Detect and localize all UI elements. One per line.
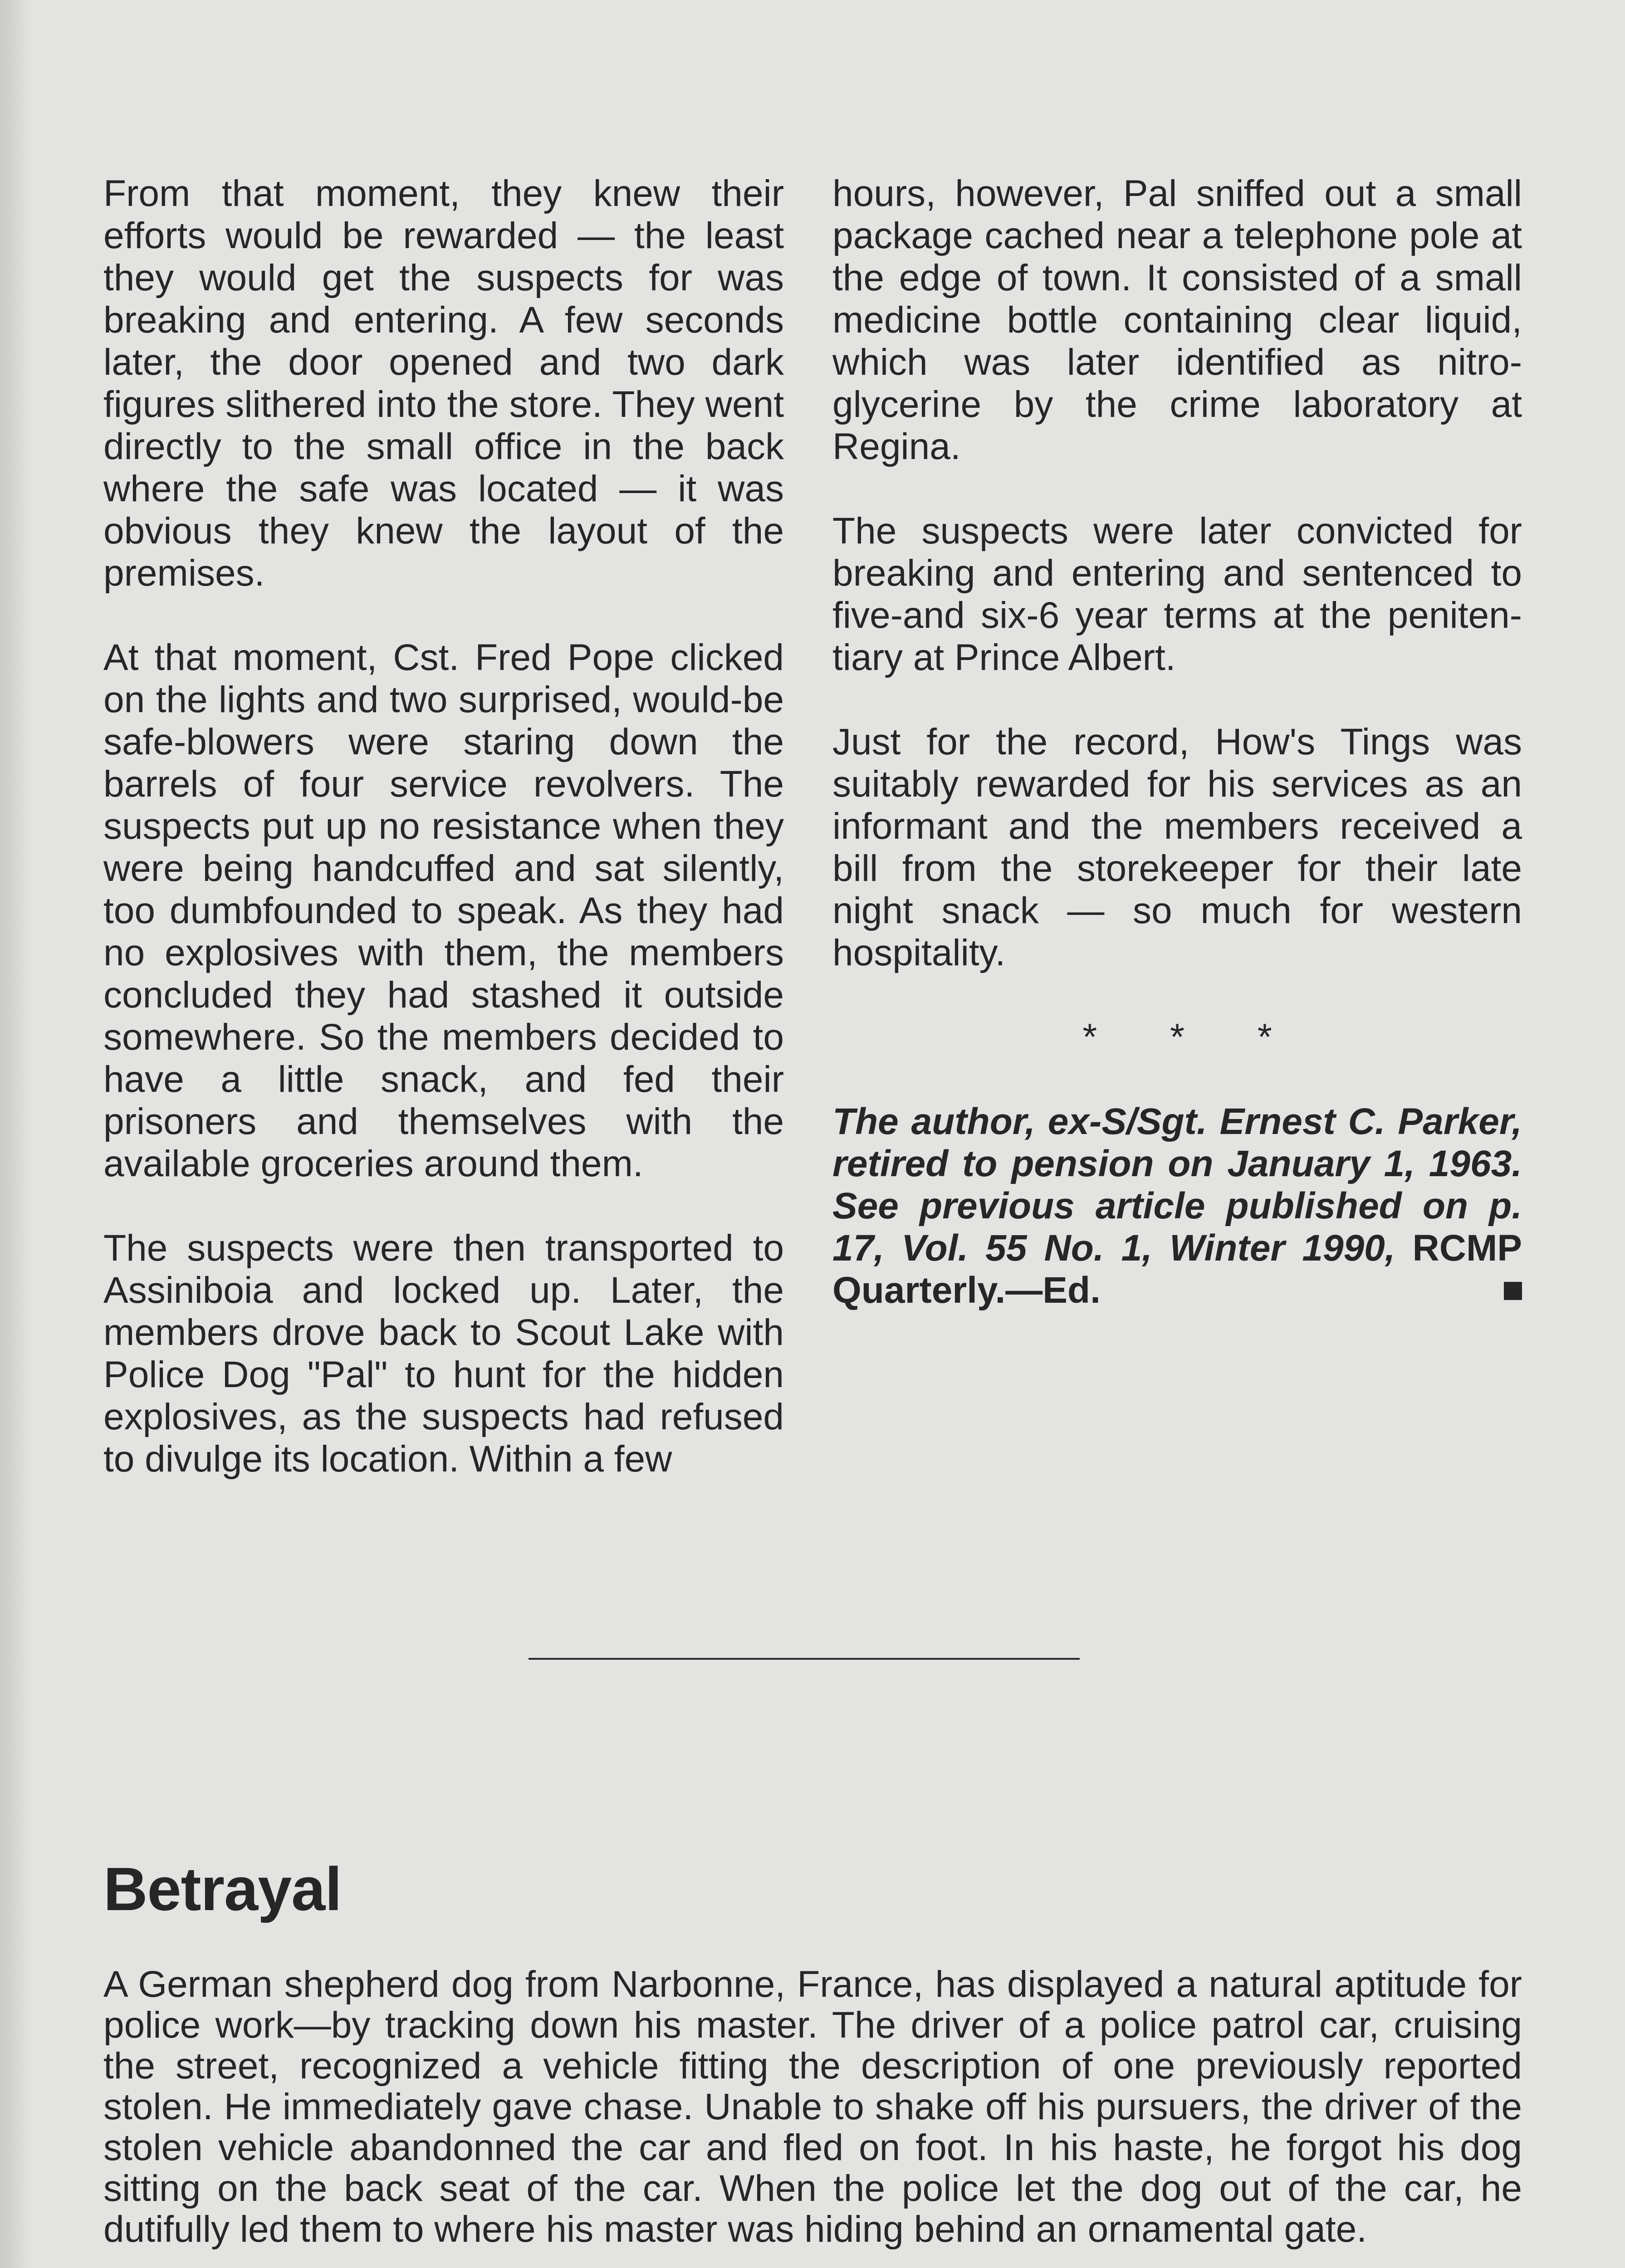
end-of-article-mark xyxy=(1504,1282,1522,1300)
article-left-column xyxy=(103,172,784,1522)
article-paragraph: The suspects were later convicted for breaking and entering and sentenced to five-and six-6 year terms at the peniten-tiary at Prince Albert. xyxy=(832,510,1522,678)
separator-star: * xyxy=(1170,1017,1184,1058)
section-divider xyxy=(529,1658,1080,1660)
page-binding-shadow xyxy=(0,0,32,2268)
separator-star: * xyxy=(1257,1017,1272,1058)
editor-note-rcmp: RCMP xyxy=(1412,1227,1522,1269)
separator-star: * xyxy=(1082,1017,1097,1058)
betrayal-body: A German shepherd dog from Narbonne, France, has displayed a natural aptitude for police work—by tracking down his master. The driver of a police patrol car, cruising the street, recognized a vehicle fitting the description of one previously reported stolen. He immediately gave chase. Unable to shake off his pursuers, the driver of the stolen vehicle abandonned the car and fled on foot. In his haste, he forgot his dog sitting on the back seat of the car. When the police let the dog out of the car, he dutifully led them to where his master was hiding behind an ornamental gate. xyxy=(103,1964,1522,2250)
article-paragraph: Just for the record, How's Tings was suitably rewarded for his services as an informant and the members received a bill from the storekeeper for their late night snack — so much for western hospitality. xyxy=(832,721,1522,973)
betrayal-title: Betrayal xyxy=(103,1855,342,1923)
article-paragraph: hours, however, Pal sniffed out a small package cached near a telephone pole at the edge of town. It consisted of a small medicine bottle containing clear liquid, which was later identified as nitro-glycerine by the crime laboratory at Regina. xyxy=(832,173,1522,467)
editor-note-italic: The author, ex-S/Sgt. Ernest C. Parker, retired to pension on January 1, 1963. See previous article published on p. 17, Vol. 55 No. 1, Winter 1990, xyxy=(832,1101,1522,1269)
article-paragraph: The suspects were then transported to Assiniboia and locked up. Later, the members drove back to Scout Lake with Police Dog "Pal" to hunt for the hidden explosives, as the suspects had refused to divulge its location. Within a few xyxy=(103,1227,784,1480)
section-separator xyxy=(832,1016,1522,1058)
editor-note-ending: Quarterly.—Ed. xyxy=(832,1270,1101,1311)
article-paragraph: At that moment, Cst. Fred Pope clicked on the lights and two surprised, would-be safe-blowers were staring down the barrels of four service revolvers. The suspects put up no resistance when they were being handcuffed and sat silently, too dumbfounded to speak. As they had no explosives with them, the members concluded they had stashed it outside somewhere. So the members decided to have a little snack, and fed their prisoners and themselves with the available groceries around them. xyxy=(103,637,784,1184)
article-paragraph: From that moment, they knew their efforts would be rewarded — the least they would get the suspects for was breaking and entering. A few seconds later, the door opened and two dark figures slithered into the store. They went directly to the small office in the back where the safe was located — it was obvious they knew the layout of the premises. xyxy=(103,173,784,594)
article-right-column xyxy=(832,172,1522,1354)
editor-note xyxy=(832,1100,1522,1311)
